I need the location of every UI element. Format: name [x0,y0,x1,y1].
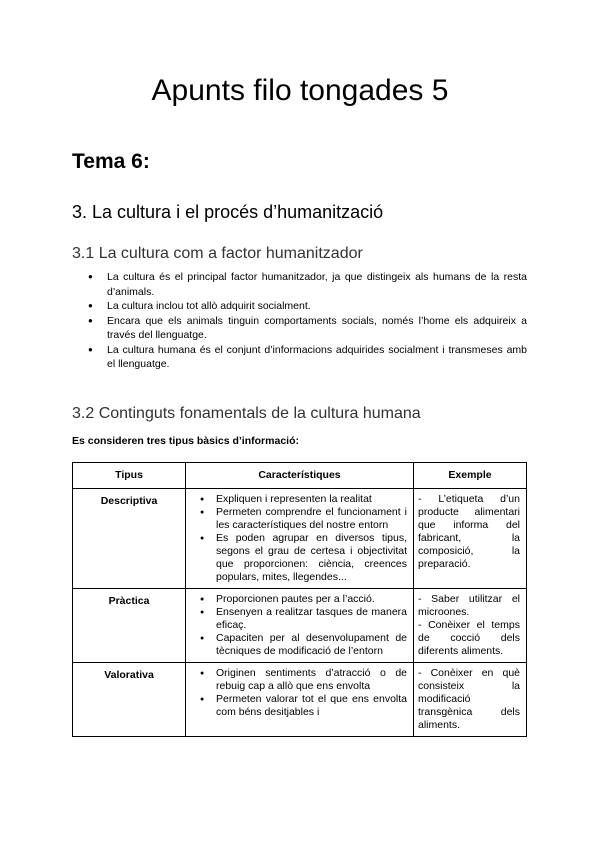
section-heading: 3. La cultura i el procés d’humanització [72,202,384,222]
table-row [73,663,527,737]
list-item: ● Es poden agrupar en diversos tipus, segons el grau de certesa i objectivitat que proporcionen: ciència, creences populars, mites, llegendes... [192,532,407,584]
subsection-3-1-heading: 3.1 La cultura com a factor humanitzador [72,245,363,262]
example-text: - Conèixer en què consisteix la modificació transgènica dels aliments. [418,667,520,731]
example-cell [414,589,527,663]
type-cell: Valorativa [73,663,186,737]
table-row [73,589,527,663]
example-text: - Saber utilitzar el microones. [418,593,520,618]
list-item: ● Originen sentiments d’atracció o de rebuig cap a allò que ens envolta [192,667,407,693]
example-cell [414,489,527,589]
document-title: Apunts filo tongades 5 [151,74,449,107]
example-text: - L’etiqueta d’un producte alimentari que informa del fabricant, la composició, la preparació. [418,493,520,570]
characteristics-cell [186,489,414,589]
example-cell [414,663,527,737]
list-item: ● La cultura inclou tot allò adquirit socialment. [72,299,527,314]
list-item: ● Capaciten per al desenvolupament de tècniques de modificació de l’entorn [192,632,407,658]
table-intro: Es consideren tres tipus bàsics d’informació: [72,435,299,447]
tema-heading: Tema 6: [72,150,150,173]
column-header-exemple: Exemple [414,463,527,489]
table-row [73,489,527,589]
column-header-caracteristiques: Característiques [186,463,414,489]
list-item: ● Expliquen i representen la realitat [192,493,407,506]
list-item: ● Permeten comprendre el funcionament i les característiques del nostre entorn [192,506,407,532]
example-text: - Conèixer el temps de cocció dels diferents aliments. [418,619,520,657]
list-item: ● Permeten valorar tot el que ens envolta com béns desitjables i [192,693,407,719]
table-header-row [73,463,527,489]
list-item: ● La cultura humana és el conjunt d’informacions adquirides socialment i transmeses amb el llenguatge. [72,343,527,372]
subsection-3-2-heading: 3.2 Continguts fonamentals de la cultura humana [72,405,421,422]
culture-bullet-list [72,270,527,372]
list-item: ● Ensenyen a realitzar tasques de manera eficaç. [192,606,407,632]
list-item: ● La cultura és el principal factor humanitzador, ja que distingeix als humans de la resta d’animals. [72,270,527,299]
characteristics-cell [186,663,414,737]
column-header-tipus: Tipus [73,463,186,489]
type-cell: Descriptiva [73,489,186,589]
list-item: ● Proporcionen pautes per a l’acció. [192,593,407,606]
information-types-table [72,462,527,737]
characteristics-cell [186,589,414,663]
list-item: ● Encara que els animals tinguin comportaments socials, només l’home els adquireix a través del llenguatge. [72,314,527,343]
type-cell: Pràctica [73,589,186,663]
